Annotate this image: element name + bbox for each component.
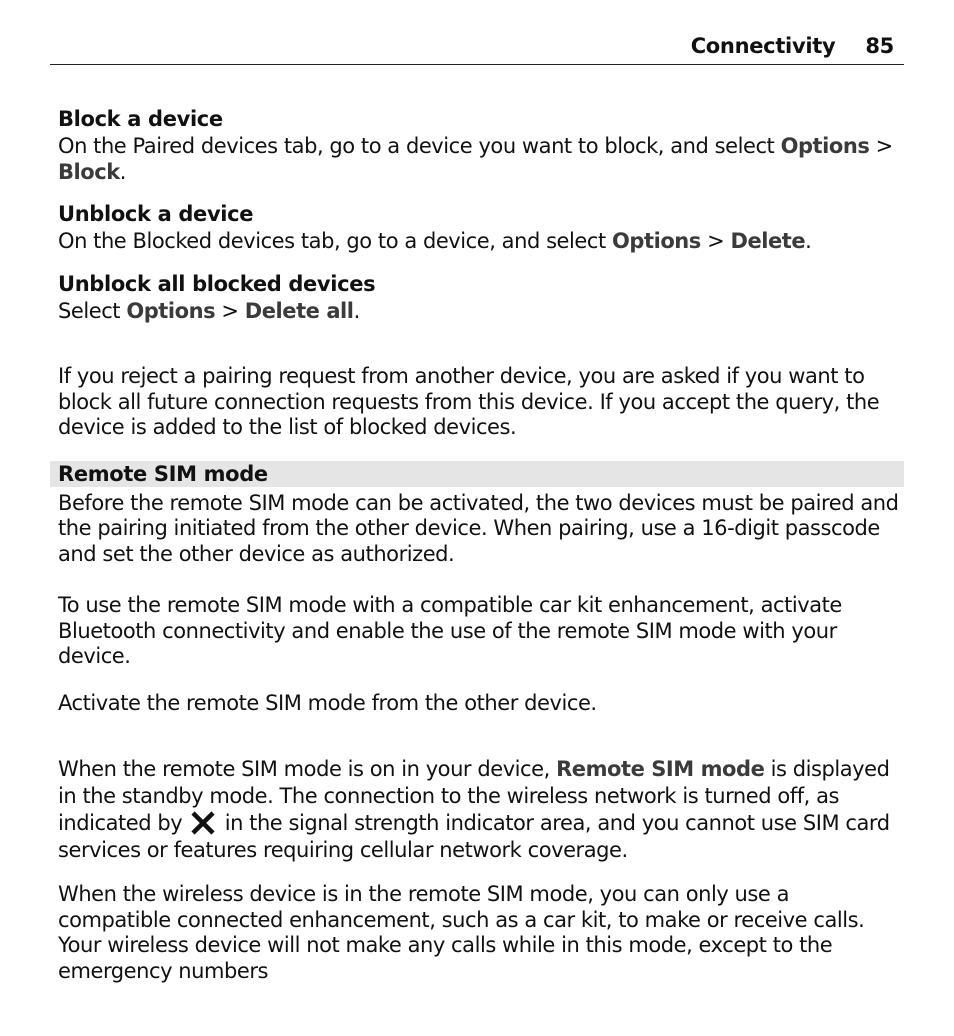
ui-delete-label: Delete xyxy=(730,229,806,253)
remote-sim-paragraph-4: When the remote SIM mode is on in your device, Remote SIM mode is displayed in the standby mode. The connection to the wireless network is turned off, as indicated by in the signal strength indicator area, and you cannot use SIM card services or features requiring cellular network coverage. xyxy=(58,757,890,862)
reject-pairing-paragraph: If you reject a pairing request from another device, you are asked if you want to block all future connection requests from this device. If you accept the query, the device is added to the list of blocked devices. xyxy=(58,364,880,439)
section-title: Connectivity xyxy=(690,34,836,58)
ui-delete-all-label: Delete all xyxy=(244,298,354,323)
unblock-all-instruction: Select Options > Delete all. xyxy=(58,298,360,323)
remote-sim-paragraph-3: Activate the remote SIM mode from the other device. xyxy=(58,690,597,715)
heading-unblock-device: Unblock a device xyxy=(58,202,254,226)
page-content xyxy=(58,104,904,984)
remote-sim-paragraph-5: When the wireless device is in the remote SIM mode, you can only use a compatible connected enhancement, such as a car kit, to make or receive calls. Your wireless device will not make any calls while in this mode, except to the emergency numbers xyxy=(58,882,865,983)
unblock-device-instruction: On the Blocked devices tab, go to a device, and select Options > Delete. xyxy=(58,229,812,253)
ui-options-label: Options xyxy=(780,134,870,158)
ui-options-label: Options xyxy=(126,298,216,323)
ui-block-label: Block xyxy=(58,159,120,184)
block-device-instruction: On the Paired devices tab, go to a device you want to block, and select Options > Block. xyxy=(58,134,893,184)
remote-sim-paragraph-2: To use the remote SIM mode with a compatible car kit enhancement, activate Bluetooth connectivity and enable the use of the remote SIM mode with your device. xyxy=(58,593,842,668)
ui-options-label: Options xyxy=(612,229,701,253)
cross-icon xyxy=(190,810,216,836)
heading-block-device: Block a device xyxy=(58,107,223,131)
ui-remote-sim-mode-label: Remote SIM mode xyxy=(556,757,765,781)
remote-sim-paragraph-1: Before the remote SIM mode can be activated, the two devices must be paired and the pairing initiated from the other device. When pairing, use a 16-digit passcode and set the other device as authorized. xyxy=(58,490,899,566)
section-heading-remote-sim: Remote SIM mode xyxy=(50,461,904,487)
heading-unblock-all: Unblock all blocked devices xyxy=(58,271,376,296)
header-rule xyxy=(50,64,904,65)
page-header xyxy=(691,34,894,58)
page-number: 85 xyxy=(865,34,894,58)
